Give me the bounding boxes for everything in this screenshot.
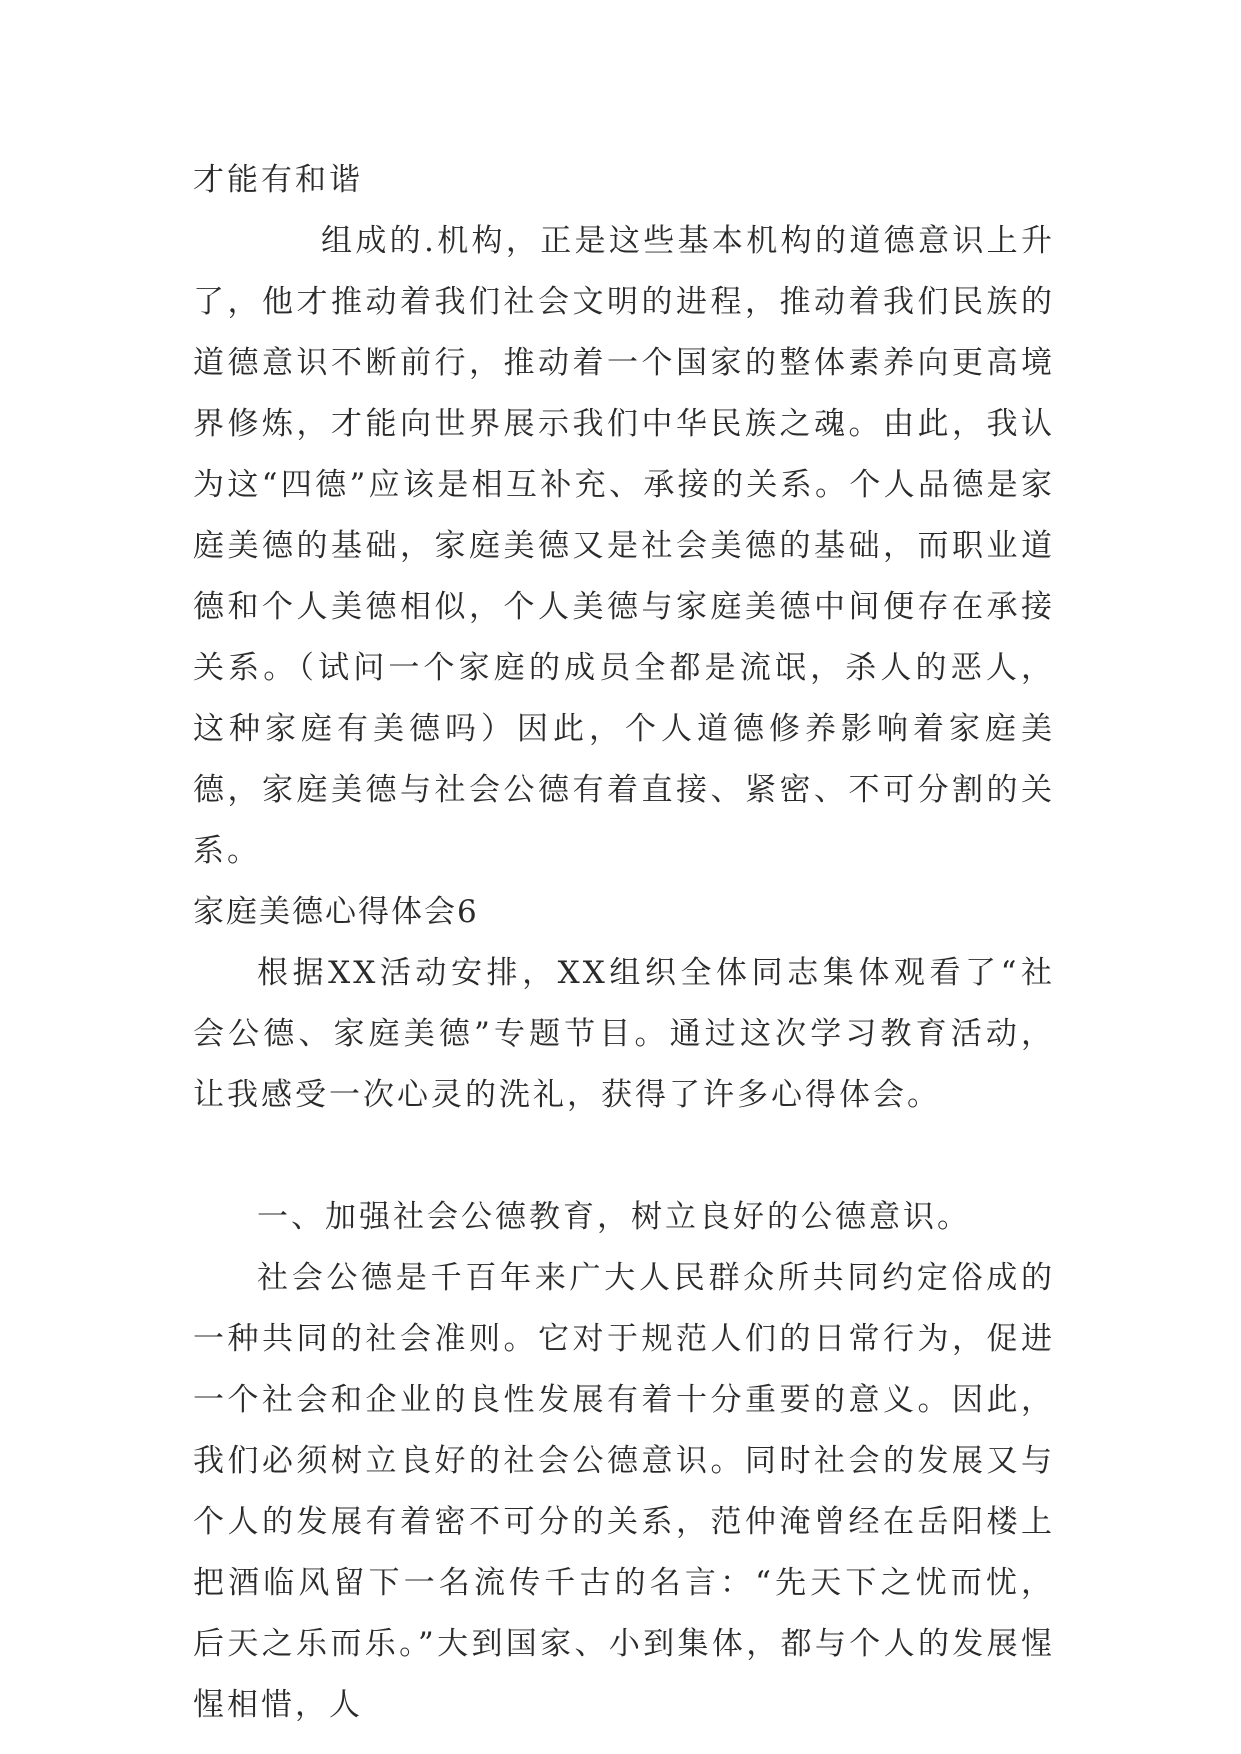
subheading-one: 一、加强社会公德教育，树立良好的公德意识。: [257, 1199, 971, 1235]
paragraph-intro: 根据XX活动安排，XX组织全体同志集体观看了“社会公德、家庭美德”专题节目。通过这次学习教育活动，让我感受一次心灵的洗礼，获得了许多心得体会。: [193, 955, 1055, 1113]
paragraph-social-ethics: 社会公德是千百年来广大人民群众所共同约定俗成的一种共同的社会准则。它对于规范人们的日常行为，促进一个社会和企业的良性发展有着十分重要的意义。因此，我们必须树立良好的社会公德意识。同时社会的发展又与个人的发展有着密不可分的关系，范仲淹曾经在岳阳楼上把酒临风留下一名流传千古的名言：“先天下之忧而忧，后天之乐而乐。”大到国家、小到集体，都与个人的发展惺惺相惜，人: [193, 1260, 1055, 1723]
document-page: [193, 150, 1055, 1736]
paragraph-four-virtues: 组成的.机构，正是这些基本机构的道德意识上升了，他才推动着我们社会文明的进程，推动着我们民族的道德意识不断前行，推动着一个国家的整体素养向更高境界修炼，才能向世界展示我们中华民族之魂。由此，我认为这“四德”应该是相互补充、承接的关系。个人品德是家庭美德的基础，家庭美德又是社会美德的基础，而职业道德和个人美德相似，个人美德与家庭美德中间便存在承接关系。（试问一个家庭的成员全都是流氓，杀人的恶人，这种家庭有美德吗）因此，个人道德修养影响着家庭美德，家庭美德与社会公德有着直接、紧密、不可分割的关系。: [193, 223, 1055, 869]
section-heading: 家庭美德心得体会6: [193, 894, 479, 930]
paragraph-continuation: 才能有和谐: [193, 162, 363, 198]
blank-line: [193, 1126, 1055, 1187]
